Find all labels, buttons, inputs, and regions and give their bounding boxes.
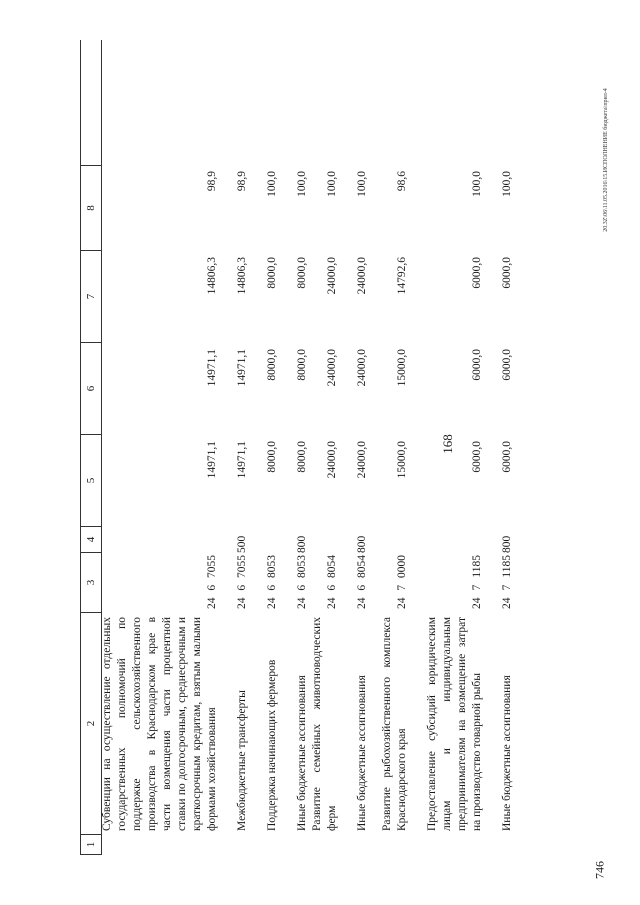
row-csr: 1185 — [471, 555, 483, 578]
row-exec: 6000,0 — [471, 257, 483, 289]
header-col-2: 2 — [81, 613, 101, 835]
budget-table-container — [80, 40, 535, 855]
row-pct: 98,6 — [396, 171, 408, 192]
row-refined: 8000,0 — [266, 349, 278, 381]
row-refined: 24000,0 — [356, 349, 368, 387]
table-row — [372, 40, 412, 855]
row-refined: 14971,1 — [206, 349, 218, 387]
row-csr: 8054 — [326, 555, 338, 578]
row-name: Иные бюджетные ассигнования — [356, 675, 368, 831]
row-pr: 6 — [206, 584, 218, 591]
row-plan: 14971,1 — [236, 441, 248, 479]
row-rz: 24 — [501, 597, 513, 609]
row-codes — [295, 553, 312, 613]
row-codes — [470, 553, 487, 613]
row-vr: 800 — [296, 535, 308, 553]
row-rz: 24 — [236, 597, 248, 609]
row-codes — [500, 553, 517, 613]
header-col-1: 1 — [81, 835, 101, 855]
row-csr: 8054 — [356, 555, 368, 578]
row-pr: 6 — [326, 584, 338, 591]
row-name: Поддержка начинающих фермеров — [266, 659, 278, 831]
row-codes — [205, 553, 222, 613]
row-refined: 8000,0 — [296, 349, 308, 381]
row-refined: 14971,1 — [236, 349, 248, 387]
row-rz: 24 — [396, 597, 408, 609]
row-plan: 8000,0 — [266, 441, 278, 473]
row-name: Развитие рыбохозяйственного комплекса Краснодарского края — [381, 617, 408, 831]
row-vr: 500 — [236, 535, 248, 553]
row-pct: 100,0 — [471, 171, 483, 197]
row-pct: 100,0 — [356, 171, 368, 197]
row-codes — [235, 553, 252, 613]
row-plan: 8000,0 — [296, 441, 308, 473]
row-name: Иные бюджетные ассигнования — [501, 675, 513, 831]
header-col-7: 7 — [81, 251, 101, 343]
row-exec: 24000,0 — [326, 257, 338, 295]
row-plan: 15000,0 — [396, 441, 408, 479]
row-name: Субвенции на осуществление отдельных государственных полномочий по поддержке сельскохозяйственного производства в Краснодарском крае в части возмещения части процентной ставки по долгосрочным, среднесрочным и краткосрочным кредитам, взятым малыми формами хозяйствования — [101, 617, 218, 831]
table-header-row — [80, 40, 102, 855]
header-col-8: 8 — [81, 165, 101, 251]
row-plan: 6000,0 — [501, 441, 513, 473]
row-plan: 6000,0 — [471, 441, 483, 473]
row-rz: 24 — [296, 597, 308, 609]
row-codes — [265, 553, 282, 613]
row-codes — [325, 553, 342, 613]
table-row — [282, 40, 312, 855]
row-exec: 6000,0 — [501, 257, 513, 289]
sheet-number: 746 — [592, 861, 607, 879]
table-row — [222, 40, 252, 855]
table-row — [252, 40, 282, 855]
table-row — [342, 40, 372, 855]
row-pr: 6 — [296, 584, 308, 591]
row-pr: 7 — [396, 584, 408, 591]
budget-table — [80, 40, 535, 855]
row-exec: 8000,0 — [296, 257, 308, 289]
row-pr: 6 — [356, 584, 368, 591]
header-col-6: 6 — [81, 343, 101, 435]
row-exec: 14806,3 — [206, 257, 218, 295]
header-col-3: 3 — [81, 553, 101, 613]
row-rz: 24 — [356, 597, 368, 609]
row-codes — [395, 553, 412, 613]
row-exec: 8000,0 — [266, 257, 278, 289]
row-refined: 6000,0 — [501, 349, 513, 381]
row-refined: 24000,0 — [326, 349, 338, 387]
row-csr: 7055 — [236, 555, 248, 578]
header-col-5: 5 — [81, 435, 101, 527]
page-number: 168 — [440, 434, 455, 454]
row-pct: 98,9 — [236, 171, 248, 192]
row-pr: 7 — [471, 584, 483, 591]
row-csr: 1185 — [501, 555, 513, 578]
row-refined: 6000,0 — [471, 349, 483, 381]
row-pct: 98,9 — [206, 171, 218, 192]
row-pct: 100,0 — [296, 171, 308, 197]
row-rz: 24 — [471, 597, 483, 609]
row-name: Предоставление субсидий юридическим лицам и индивидуальным предпринимателям на возмещение затрат на производство товарной рыбы — [426, 617, 483, 831]
row-name: Межбюджетные трансферты — [236, 690, 248, 831]
row-pr: 7 — [501, 584, 513, 591]
row-rz: 24 — [266, 597, 278, 609]
row-pct: 100,0 — [326, 171, 338, 197]
table-row — [487, 40, 517, 855]
row-csr: 8053 — [266, 555, 278, 578]
row-exec: 14806,3 — [236, 257, 248, 295]
row-csr: 0000 — [396, 555, 408, 578]
row-csr: 7055 — [206, 555, 218, 578]
row-plan: 24000,0 — [326, 441, 338, 479]
table-row — [312, 40, 342, 855]
row-pr: 6 — [236, 584, 248, 591]
row-plan: 14971,1 — [206, 441, 218, 479]
row-name: Развитие семейных животноводческих ферм — [311, 617, 338, 831]
header-col-4: 4 — [81, 527, 101, 553]
row-name: Иные бюджетные ассигнования — [296, 675, 308, 831]
row-pct: 100,0 — [501, 171, 513, 197]
row-rz: 24 — [206, 597, 218, 609]
file-path-footer: 20.3Z\06\11.05.2016\15.ИСПОЛНЕНИЕ бюджета\прил-4 — [603, 88, 609, 232]
table-row — [412, 40, 487, 855]
row-rz: 24 — [326, 597, 338, 609]
row-csr: 8053 — [296, 555, 308, 578]
row-vr: 800 — [501, 535, 513, 553]
row-codes — [355, 553, 372, 613]
row-pr: 6 — [266, 584, 278, 591]
row-refined: 15000,0 — [396, 349, 408, 387]
row-exec: 14792,6 — [396, 257, 408, 295]
row-pct: 100,0 — [266, 171, 278, 197]
row-plan: 24000,0 — [356, 441, 368, 479]
table-row — [102, 40, 222, 855]
row-exec: 24000,0 — [356, 257, 368, 295]
row-vr: 800 — [356, 535, 368, 553]
